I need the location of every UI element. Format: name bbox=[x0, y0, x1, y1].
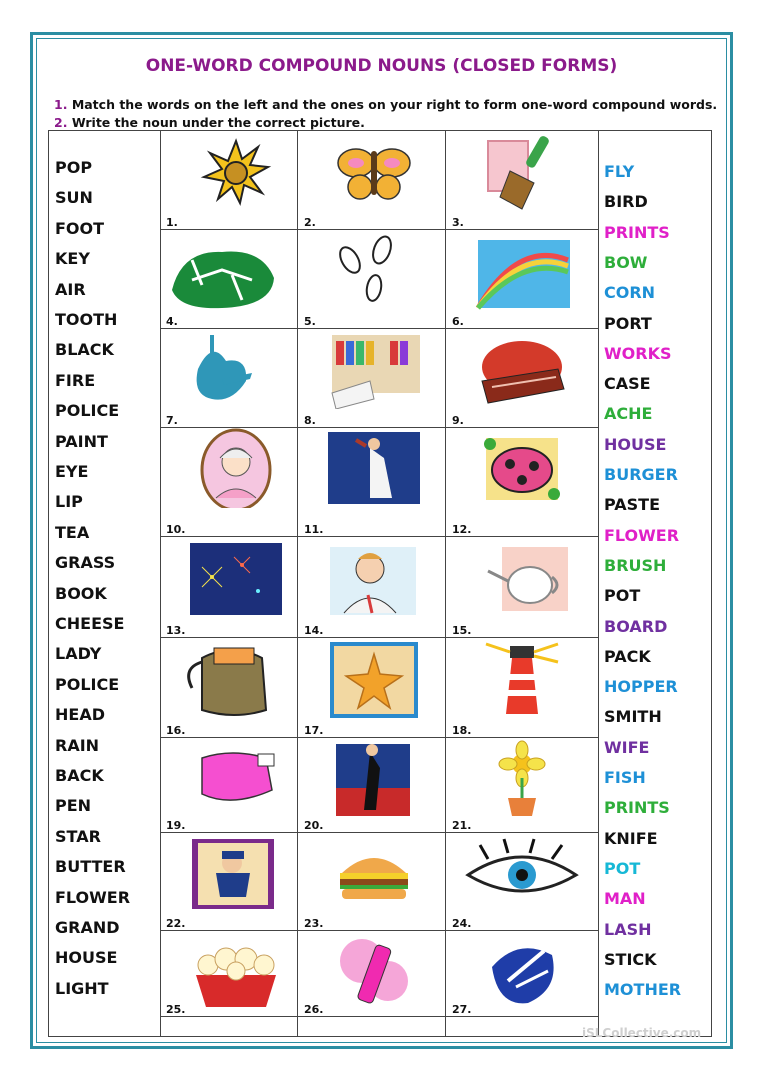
left-word: HOUSE bbox=[55, 948, 118, 968]
picture-cell bbox=[448, 329, 596, 427]
right-word: WIFE bbox=[604, 737, 650, 757]
right-word: CASE bbox=[604, 374, 651, 394]
blacksmith-icon bbox=[300, 428, 448, 508]
left-word: FIRE bbox=[55, 370, 96, 390]
left-word: TOOTH bbox=[55, 310, 118, 329]
picture-cell bbox=[448, 131, 596, 229]
cheeseburger-icon bbox=[300, 833, 448, 913]
picture-number: 24. bbox=[452, 917, 472, 930]
left-word: LIP bbox=[55, 492, 83, 512]
picture-cell bbox=[300, 131, 448, 229]
bookcase-icon bbox=[300, 329, 448, 409]
picture-number: 7. bbox=[166, 414, 178, 427]
right-word: PACK bbox=[604, 646, 651, 666]
right-word: LASH bbox=[604, 919, 652, 939]
picture-number: 1. bbox=[166, 216, 178, 229]
headache-icon bbox=[300, 537, 448, 617]
flowerpot-icon bbox=[448, 738, 596, 818]
right-word: KNIFE bbox=[604, 828, 658, 848]
picture-number: 27. bbox=[452, 1003, 472, 1016]
left-word: SUN bbox=[55, 188, 93, 208]
lipstick-icon bbox=[300, 931, 448, 1011]
column-divider bbox=[160, 130, 161, 1037]
ladybird-icon bbox=[448, 428, 596, 508]
picture-cell bbox=[300, 329, 448, 427]
right-word: POT bbox=[604, 858, 641, 878]
picture-cell bbox=[162, 931, 310, 1016]
grandmother-icon bbox=[162, 428, 310, 508]
instruction-2 bbox=[54, 115, 365, 130]
grasshopper-icon bbox=[162, 230, 310, 310]
sunflower-icon bbox=[162, 131, 310, 211]
left-word: PAINT bbox=[55, 431, 108, 451]
fireworks-icon bbox=[162, 537, 310, 617]
picture-cell bbox=[448, 537, 596, 637]
right-word: PASTE bbox=[604, 495, 661, 515]
picture-cell bbox=[162, 230, 310, 328]
picture-cell bbox=[448, 230, 596, 328]
right-word: BOW bbox=[604, 252, 648, 272]
picture-number: 5. bbox=[304, 315, 316, 328]
left-word: FLOWER bbox=[55, 887, 131, 907]
picture-number: 18. bbox=[452, 724, 472, 737]
butterfly-icon bbox=[300, 131, 448, 211]
picture-number: 20. bbox=[304, 819, 324, 832]
left-word: AIR bbox=[55, 279, 86, 299]
right-word: MAN bbox=[604, 889, 646, 909]
paintbrush-icon bbox=[448, 131, 596, 211]
right-word: SMITH bbox=[604, 707, 662, 727]
right-word: FISH bbox=[604, 768, 646, 787]
picture-number: 4. bbox=[166, 315, 178, 328]
right-word: WORKS bbox=[604, 343, 672, 363]
picture-cell bbox=[162, 131, 310, 229]
picture-cell bbox=[162, 738, 310, 832]
picture-number: 2. bbox=[304, 216, 316, 229]
picture-number: 11. bbox=[304, 523, 324, 536]
picture-cell bbox=[300, 537, 448, 637]
watermark: iSLCollective.com bbox=[582, 1026, 702, 1040]
right-word: POT bbox=[604, 586, 641, 606]
right-word: PRINTS bbox=[604, 222, 670, 242]
right-word: CORN bbox=[604, 283, 656, 303]
picture-cell bbox=[448, 738, 596, 832]
rainbow-icon bbox=[448, 230, 596, 310]
picture-cell bbox=[162, 428, 310, 536]
left-word: BOOK bbox=[55, 583, 107, 603]
picture-cell bbox=[300, 638, 448, 737]
backpack-icon bbox=[162, 638, 310, 718]
left-word: CHEESE bbox=[55, 614, 125, 633]
picture-number: 12. bbox=[452, 523, 472, 536]
left-word: POLICE bbox=[55, 674, 120, 694]
picture-number: 23. bbox=[304, 917, 324, 930]
picture-cell bbox=[448, 931, 596, 1016]
left-word: LADY bbox=[55, 644, 102, 664]
housewife-icon bbox=[300, 738, 448, 818]
left-word: RAIN bbox=[55, 735, 100, 755]
instruction-number: 1. bbox=[54, 97, 68, 112]
picture-number: 26. bbox=[304, 1003, 324, 1016]
airport-icon bbox=[162, 329, 310, 409]
picture-cell bbox=[448, 428, 596, 536]
picture-number: 13. bbox=[166, 624, 186, 637]
lighthouse-icon bbox=[448, 638, 596, 718]
picture-cell bbox=[300, 230, 448, 328]
left-word: TEA bbox=[55, 522, 90, 542]
left-word: EYE bbox=[55, 462, 89, 481]
picture-cell bbox=[162, 833, 310, 930]
left-word: POP bbox=[55, 158, 93, 177]
picture-cell bbox=[162, 537, 310, 637]
instruction-text: Write the noun under the correct picture. bbox=[71, 115, 365, 130]
left-word: GRASS bbox=[55, 553, 116, 573]
picture-number: 16. bbox=[166, 724, 186, 737]
picture-cell bbox=[162, 329, 310, 427]
right-word: BIRD bbox=[604, 192, 648, 212]
right-word: FLOWER bbox=[604, 525, 680, 545]
left-word: HEAD bbox=[55, 705, 105, 725]
picture-number: 21. bbox=[452, 819, 472, 832]
footprints-icon bbox=[300, 230, 448, 310]
picture-cell bbox=[448, 638, 596, 737]
picture-cell bbox=[300, 428, 448, 536]
starfish-icon bbox=[300, 638, 448, 718]
left-word: STAR bbox=[55, 826, 101, 846]
left-word: LIGHT bbox=[55, 978, 109, 998]
left-word: BUTTER bbox=[55, 857, 126, 877]
right-word: PRINTS bbox=[604, 798, 670, 818]
page-title: ONE-WORD COMPOUND NOUNS (CLOSED FORMS) bbox=[145, 56, 618, 76]
right-word: BURGER bbox=[604, 465, 678, 484]
right-word: PORT bbox=[604, 313, 652, 333]
left-word: POLICE bbox=[55, 401, 120, 421]
toothpaste-icon bbox=[162, 738, 310, 818]
picture-number: 3. bbox=[452, 216, 464, 229]
picture-number: 19. bbox=[166, 819, 186, 832]
picture-cell bbox=[300, 738, 448, 832]
left-word: BACK bbox=[55, 766, 104, 785]
row-divider bbox=[160, 1016, 598, 1017]
right-word: FLY bbox=[604, 162, 635, 181]
right-word: MOTHER bbox=[604, 980, 682, 1000]
instruction-text: Match the words on the left and the ones on your right to form one-word compound words. bbox=[71, 97, 718, 112]
picture-number: 15. bbox=[452, 624, 472, 637]
penknife-icon bbox=[448, 931, 596, 1011]
left-word: BLACK bbox=[55, 340, 114, 360]
picture-cell bbox=[300, 931, 448, 1016]
left-word: KEY bbox=[55, 249, 90, 269]
right-word: HOUSE bbox=[604, 434, 667, 454]
picture-number: 25. bbox=[166, 1003, 186, 1016]
picture-number: 10. bbox=[166, 523, 186, 536]
left-word: GRAND bbox=[55, 918, 120, 937]
picture-number: 14. bbox=[304, 624, 324, 637]
policeman-icon bbox=[162, 833, 310, 913]
picture-number: 8. bbox=[304, 414, 316, 427]
left-word: FOOT bbox=[55, 218, 105, 238]
left-word: PEN bbox=[55, 796, 92, 816]
right-word: BRUSH bbox=[604, 555, 667, 575]
right-word: BOARD bbox=[604, 616, 668, 636]
picture-cell bbox=[162, 638, 310, 737]
picture-number: 22. bbox=[166, 917, 186, 930]
popcorn-icon bbox=[162, 931, 310, 1011]
picture-cell bbox=[300, 833, 448, 930]
instruction-number: 2. bbox=[54, 115, 68, 130]
picture-cell bbox=[448, 833, 596, 930]
keyboard-icon bbox=[448, 329, 596, 409]
right-word: STICK bbox=[604, 949, 657, 969]
teapot-icon bbox=[448, 537, 596, 617]
column-divider bbox=[598, 130, 599, 1037]
right-word: HOPPER bbox=[604, 677, 678, 697]
instruction-1 bbox=[54, 97, 717, 112]
eyelash-icon bbox=[448, 833, 596, 913]
right-word: ACHE bbox=[604, 404, 653, 424]
picture-number: 9. bbox=[452, 414, 464, 427]
picture-number: 17. bbox=[304, 724, 324, 737]
picture-number: 6. bbox=[452, 315, 464, 328]
